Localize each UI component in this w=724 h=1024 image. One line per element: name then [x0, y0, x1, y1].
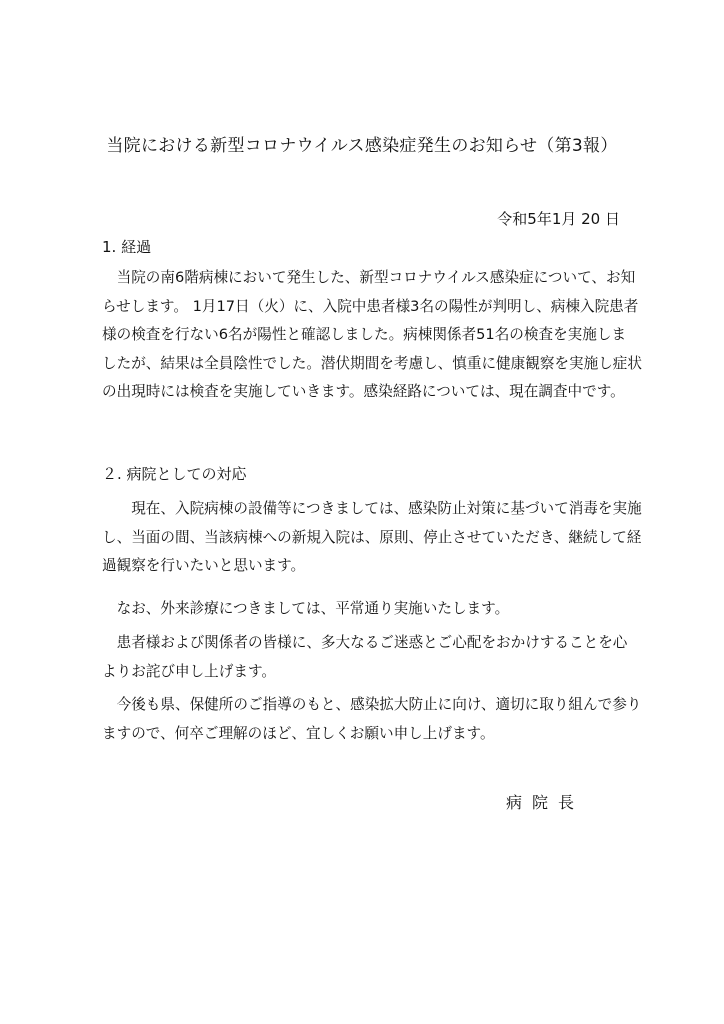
body-line: 過観察を行いたいと思います。 [102, 557, 306, 574]
section-1-body [102, 264, 642, 407]
body-line: なお、外来診療につきましては、平常通り実施いたします。 [102, 600, 510, 617]
body-line: よりお詫び申し上げます。 [102, 662, 276, 680]
body-line: らせします。 1月17日（火）に、入院中患者様3名の陽性が判明し、病棟入院患者 [102, 297, 639, 315]
document-date: 令和5年1月 20 日 [497, 210, 620, 228]
body-line: 患者様および関係者の皆様に、多大なるご迷惑とご心配をおかけすることを心 [102, 634, 628, 651]
document-title: 当院における新型コロナウイルス感染症発生のお知らせ（第3報） [106, 136, 618, 156]
section-2-paragraph-4 [102, 691, 642, 748]
section-2-paragraph-2 [102, 595, 624, 624]
body-line: 様の検査を行ない6名が陽性と確認しました。病棟関係者51名の検査を実施しま [102, 326, 627, 343]
body-line: 現在、入院病棟の設備等につきましては、感染防止対策に基づいて消毒を実施 [102, 500, 642, 517]
body-line: 当院の南6階病棟において発生した、新型コロナウイルス感染症について、お知 [102, 269, 636, 286]
section-2-paragraph-3 [102, 629, 628, 686]
body-line: したが、結果は全員陰性でした。潜伏期間を考慮し、慎重に健康観察を実施し症状 [102, 354, 642, 372]
body-line: 今後も県、保健所のご指導のもと、感染拡大防止に向け、適切に取り組んで参り [102, 696, 642, 713]
section-2-paragraph-1 [102, 495, 642, 581]
signature: 病院長 [506, 793, 585, 812]
body-line: の出現時には検査を実施していきます。感染経路については、現在調査中です。 [102, 383, 625, 400]
section-1-heading: 1. 経過 [102, 238, 152, 256]
body-line: し、当面の間、当該病棟への新規入院は、原則、停止させていただき、継続して経 [102, 528, 642, 546]
section-2-heading: ２. 病院としての対応 [102, 465, 247, 483]
body-line: ますので、何卒ご理解のほど、宜しくお願い申し上げます。 [102, 724, 495, 742]
